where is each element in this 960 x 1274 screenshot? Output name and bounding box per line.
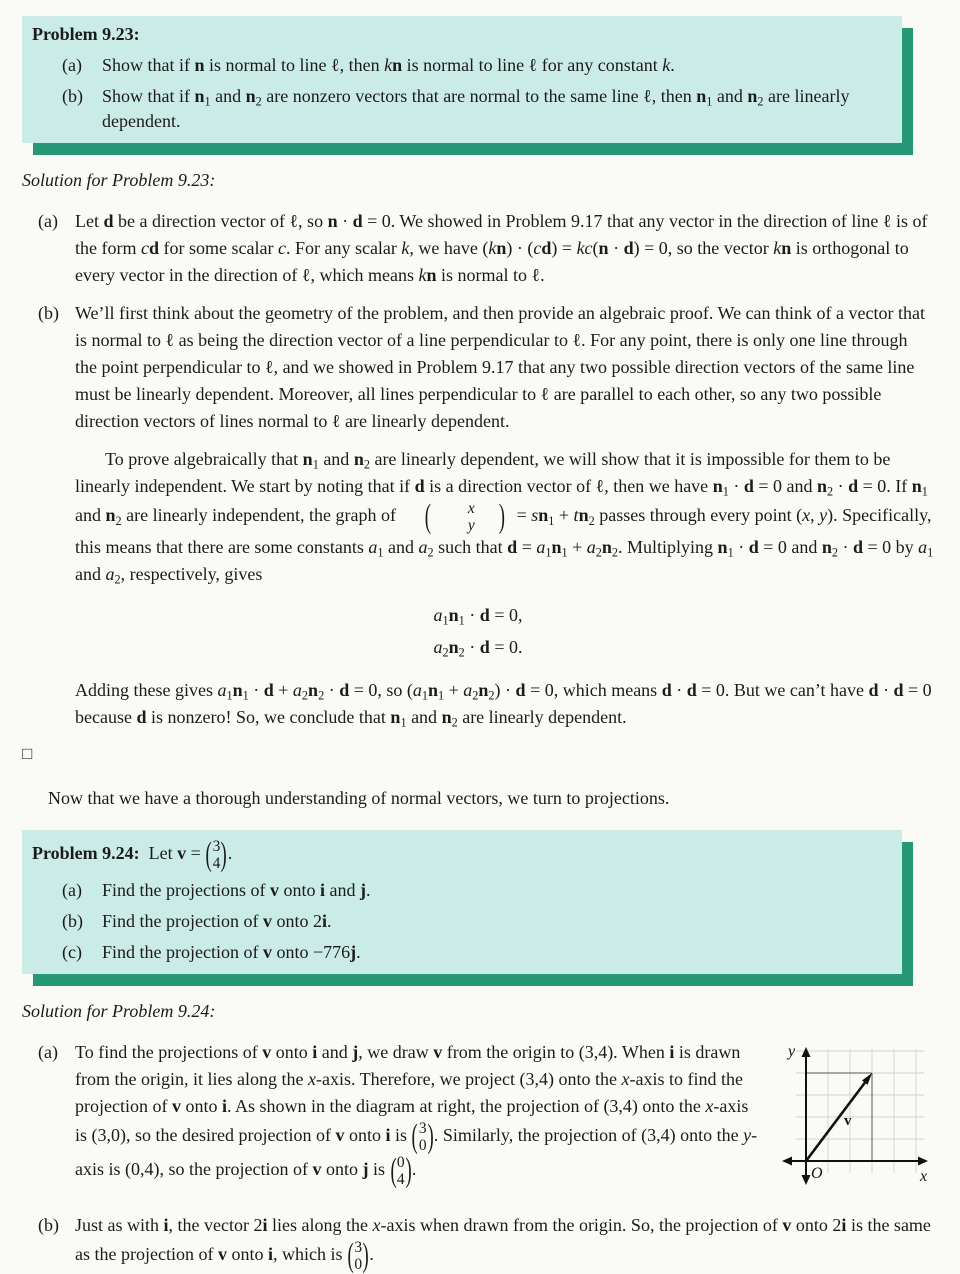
projection-diagram	[776, 1039, 934, 1189]
item-label: (b)	[38, 303, 59, 323]
figure-container	[776, 1039, 934, 1197]
vector-label: v	[844, 1113, 852, 1129]
solution-9-23-heading: Solution for Problem 9.23:	[22, 170, 216, 190]
equation-1: $a_1n_1 \cdot d = 0$,	[433, 605, 523, 628]
problem-9-24-item-c	[32, 940, 888, 965]
solution-9-23-part-a	[22, 208, 934, 289]
solution-9-23-part-b	[22, 300, 934, 435]
item-text: Find the projections of v onto i and j.	[102, 880, 371, 900]
solution-9-24-heading: Solution for Problem 9.24:	[22, 1001, 216, 1021]
item-label: (a)	[62, 880, 82, 900]
item-label: (a)	[38, 211, 58, 231]
y-axis-label: y	[788, 1043, 796, 1060]
equation-2: $a_2n_2 \cdot d = 0$.	[433, 637, 523, 660]
problem-9-23-title: Problem 9.23:	[32, 24, 140, 44]
end-of-proof-square: □	[22, 744, 33, 763]
item-label: (c)	[62, 942, 82, 962]
item-label: (b)	[38, 1215, 59, 1235]
problem-9-23-item-b	[32, 84, 888, 134]
item-text: We’ll first think about the geometry of the problem, and then provide an algebraic proof. We can think of a vector that is normal to ℓ as being the direction vector of a line perpendicular to ℓ. For any point, there is only one line through the point perpendicular to ℓ, and we showed in Problem 9.17 that any two possible direction vectors of the same line must be linearly dependent. Moreover, all lines perpendicular to ℓ are parallel to each other, so any two possible direction vectors of lines normal to ℓ are linearly dependent.	[75, 303, 925, 431]
item-text: Show that if n is normal to line ℓ, then kn is normal to line ℓ for any constant k.	[102, 55, 675, 75]
axes	[782, 1047, 928, 1185]
problem-9-23-item-a	[32, 53, 888, 78]
x-axis-label: x	[920, 1168, 928, 1185]
problem-box-9-24	[22, 830, 902, 974]
problem-box-9-23	[22, 16, 902, 143]
item-label: (a)	[38, 1042, 58, 1062]
item-text: Find the projection of v onto 2i.	[102, 911, 332, 931]
item-text-with-figure	[75, 1039, 934, 1201]
solution-9-24-part-a	[22, 1039, 934, 1201]
diagram-labels	[786, 1043, 927, 1185]
algebraic-proof-paragraph: To prove algebraically that $n_1$ and $n_2$ are linearly dependent, we will show that it is impossible for them to be linearly independent. We start by noting that if d is a direction vector of ℓ, then we have $n_1 \cdot d = 0$ and $n_2 \cdot d = 0$. If $n_1$ and $n_2$ are linearly independent, the graph of ( x y ) = $sn_1 + tn_2$ passes through every point (x, y). Specifically, this means that there are some constants $a_1$ and $a_2$ such that $d = a_1n_1 + a_2n_2$. Multiplying $n_1 \cdot d = 0$ and $n_2 \cdot d = 0$ by $a_1$ and $a_2$, respectively, gives	[75, 449, 934, 587]
item-text: Show that if $n_1$ and $n_2$ are nonzero vectors that are normal to the same line ℓ, then $n_1$ and $n_2$ are linearly dependent.	[102, 86, 850, 131]
item-text: Just as with i, the vector 2i lies along the x-axis when drawn from the origin. So, the projection of v onto 2i is the same as the projection of v onto i, which is ( 3 0 ) .	[75, 1215, 931, 1274]
item-text: To find the projections of v onto i and j, we draw v from the origin to (3,4). When i is drawn from the origin, it lies along the x-axis. Therefore, we project (3,4) onto the x-axis to find the projection of v onto i. As shown in the diagram at right, the projection of (3,4) onto the x-axis is (3,0), so the desired projection of v onto i is ( 3 0 ) . Similarly, the projection of (3,4) onto the y-axis is (0,4), so the projection of v onto j is ( 0 4 ) .	[75, 1042, 758, 1189]
item-text: Let d be a direction vector of ℓ, so n · d = 0. We showed in Problem 9.17 that any vector in the direction of line ℓ is of the form cd for some scalar c. For any scalar k, we have (kn) · (cd) = kc(n · d) = 0, so the vector kn is orthogonal to every vector in the direction of ℓ, which means kn is normal to ℓ.	[75, 211, 928, 285]
problem-9-24-item-a	[32, 878, 888, 903]
origin-label: O	[811, 1165, 823, 1182]
item-label: (b)	[62, 86, 83, 106]
solution-9-24-part-b	[22, 1212, 934, 1273]
transition-paragraph: Now that we have a thorough understanding of normal vectors, we turn to projections.	[48, 788, 670, 808]
problem-9-24-item-b	[32, 909, 888, 934]
equation-block	[22, 602, 934, 661]
item-label: (a)	[62, 55, 82, 75]
item-label: (b)	[62, 911, 83, 931]
problem-9-24-title: Problem 9.24: Let v = ( 3 4 ) .	[32, 835, 233, 873]
adding-paragraph: Adding these gives $a_1n_1 \cdot d + a_2n_2 \cdot d = 0$, so $(a_1n_1 + a_2n_2) \cdot d = 0$, which means d · d = 0. But we can’t have d · d = 0 because d is nonzero! So, we conclude that $n_1$ and $n_2$ are linearly dependent.	[75, 680, 932, 730]
item-text: Find the projection of v onto −776j.	[102, 942, 361, 962]
grid-lines	[796, 1049, 924, 1173]
